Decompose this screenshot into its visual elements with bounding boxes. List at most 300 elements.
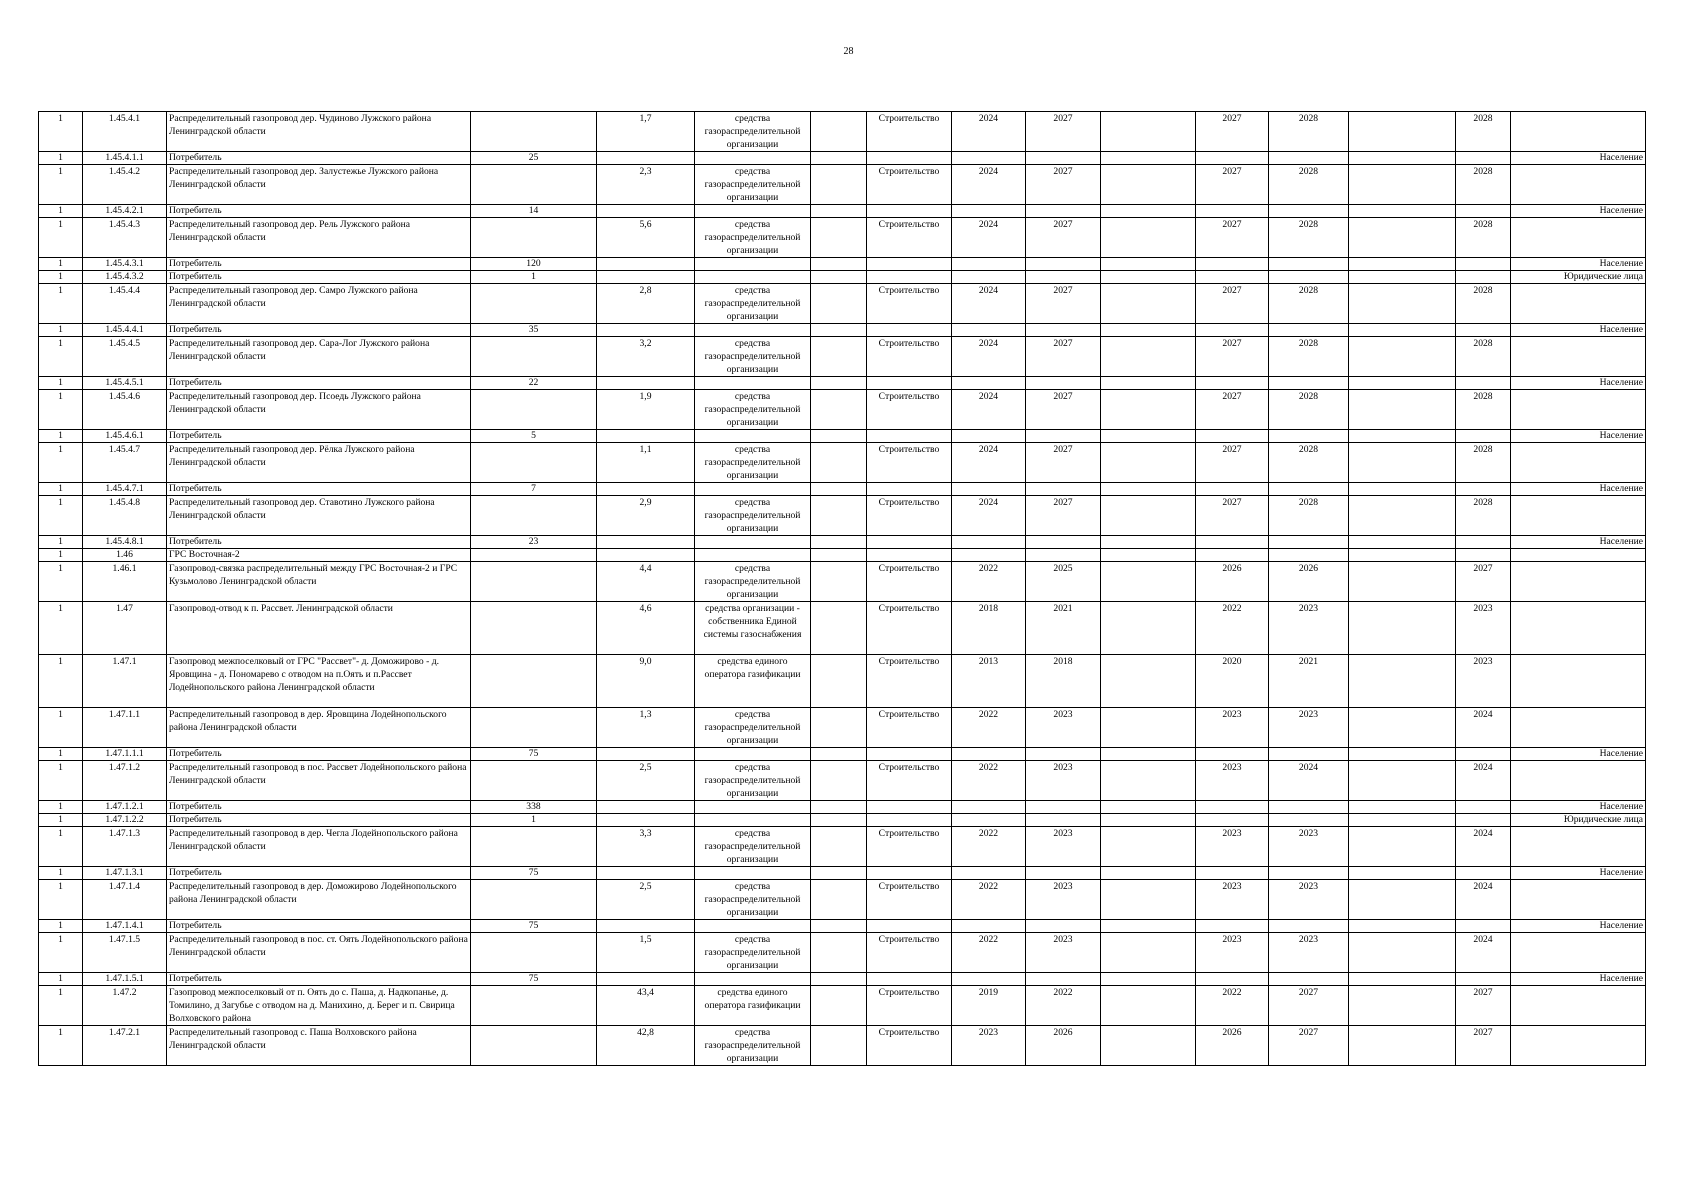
col-length-km: 42,8 bbox=[597, 1026, 695, 1066]
col-consumers bbox=[471, 549, 597, 562]
col-commission-year: 2027 bbox=[1196, 218, 1269, 258]
col-commission-year bbox=[1196, 814, 1269, 827]
col-year-2 bbox=[1269, 536, 1349, 549]
col-object-name: Газопровод межпоселковый от ГРС "Рассвет"- д. Доможирово - д. Яровщина - д. Пономарево с отводом на п.Оять и п.Рассвет Лодейнопольского района Ленинградской области bbox=[167, 655, 471, 708]
col-year-3 bbox=[1456, 377, 1511, 390]
col-object-name: Газопровод-отвод к п. Рассвет. Ленинградской области bbox=[167, 602, 471, 655]
col-blank-b bbox=[1101, 483, 1196, 496]
col-object-name: Потребитель bbox=[167, 814, 471, 827]
col-blank-c bbox=[1349, 655, 1456, 708]
col-end-year: 2023 bbox=[1026, 880, 1101, 920]
col-number: 1.45.4.5 bbox=[83, 337, 167, 377]
table-subrow bbox=[39, 549, 1646, 562]
col-section: 1 bbox=[39, 536, 83, 549]
col-year-3: 2028 bbox=[1456, 112, 1511, 152]
col-consumers: 75 bbox=[471, 867, 597, 880]
col-end-year bbox=[1026, 920, 1101, 933]
col-number: 1.45.4.3.2 bbox=[83, 271, 167, 284]
col-consumers bbox=[471, 562, 597, 602]
col-blank-a bbox=[811, 986, 867, 1026]
col-commission-year bbox=[1196, 271, 1269, 284]
col-year-3 bbox=[1456, 814, 1511, 827]
col-end-year bbox=[1026, 867, 1101, 880]
col-funding-source bbox=[695, 258, 811, 271]
col-year-3 bbox=[1456, 152, 1511, 165]
col-start-year: 2023 bbox=[952, 1026, 1026, 1066]
col-start-year: 2022 bbox=[952, 708, 1026, 748]
col-start-year: 2019 bbox=[952, 986, 1026, 1026]
col-end-year: 2023 bbox=[1026, 827, 1101, 867]
col-object-name: Потребитель bbox=[167, 483, 471, 496]
col-blank-c bbox=[1349, 602, 1456, 655]
col-blank-c bbox=[1349, 165, 1456, 205]
col-year-3 bbox=[1456, 324, 1511, 337]
col-number: 1.47.1.2.1 bbox=[83, 801, 167, 814]
col-year-2: 2028 bbox=[1269, 284, 1349, 324]
col-object-name: Распределительный газопровод в дер. Чегла Лодейнопольского района Ленинградской области bbox=[167, 827, 471, 867]
col-number: 1.46.1 bbox=[83, 562, 167, 602]
col-commission-year: 2023 bbox=[1196, 708, 1269, 748]
col-year-3: 2027 bbox=[1456, 562, 1511, 602]
col-end-year: 2021 bbox=[1026, 602, 1101, 655]
col-number: 1.45.4.1 bbox=[83, 112, 167, 152]
col-end-year bbox=[1026, 271, 1101, 284]
col-section: 1 bbox=[39, 602, 83, 655]
col-year-2: 2027 bbox=[1269, 1026, 1349, 1066]
col-year-2 bbox=[1269, 549, 1349, 562]
col-start-year bbox=[952, 549, 1026, 562]
col-work-type: Строительство bbox=[867, 496, 952, 536]
col-blank-a bbox=[811, 536, 867, 549]
register-table bbox=[38, 111, 1646, 1066]
col-length-km bbox=[597, 814, 695, 827]
col-consumers bbox=[471, 1026, 597, 1066]
col-year-2 bbox=[1269, 801, 1349, 814]
col-work-type bbox=[867, 258, 952, 271]
col-object-name: Распределительный газопровод дер. Рёлка Лужского района Ленинградской области bbox=[167, 443, 471, 483]
col-blank-a bbox=[811, 337, 867, 377]
col-blank-c bbox=[1349, 337, 1456, 377]
col-funding-source bbox=[695, 801, 811, 814]
col-length-km bbox=[597, 258, 695, 271]
col-consumers: 22 bbox=[471, 377, 597, 390]
col-number: 1.45.4.7.1 bbox=[83, 483, 167, 496]
col-number: 1.45.4.2 bbox=[83, 165, 167, 205]
col-length-km: 1,7 bbox=[597, 112, 695, 152]
col-consumers bbox=[471, 655, 597, 708]
col-blank-b bbox=[1101, 933, 1196, 973]
col-blank-b bbox=[1101, 867, 1196, 880]
col-work-type bbox=[867, 377, 952, 390]
col-start-year: 2024 bbox=[952, 218, 1026, 258]
col-year-3: 2024 bbox=[1456, 761, 1511, 801]
col-object-name: Распределительный газопровод в пос. Рассвет Лодейнопольского района Ленинградской области bbox=[167, 761, 471, 801]
col-number: 1.45.4.8.1 bbox=[83, 536, 167, 549]
col-blank-a bbox=[811, 748, 867, 761]
col-blank-a bbox=[811, 708, 867, 748]
col-consumers bbox=[471, 933, 597, 973]
col-blank-b bbox=[1101, 430, 1196, 443]
col-consumer-type: Население bbox=[1511, 377, 1646, 390]
col-end-year: 2018 bbox=[1026, 655, 1101, 708]
col-section: 1 bbox=[39, 973, 83, 986]
col-blank-a bbox=[811, 205, 867, 218]
col-blank-c bbox=[1349, 496, 1456, 536]
col-section: 1 bbox=[39, 496, 83, 536]
col-blank-c bbox=[1349, 483, 1456, 496]
col-year-2: 2028 bbox=[1269, 218, 1349, 258]
col-blank-c bbox=[1349, 933, 1456, 973]
col-work-type bbox=[867, 205, 952, 218]
col-blank-c bbox=[1349, 986, 1456, 1026]
col-commission-year: 2022 bbox=[1196, 986, 1269, 1026]
col-blank-b bbox=[1101, 258, 1196, 271]
col-consumers bbox=[471, 218, 597, 258]
table-row bbox=[39, 827, 1646, 867]
col-consumer-type: Население bbox=[1511, 536, 1646, 549]
col-consumer-type bbox=[1511, 1026, 1646, 1066]
col-object-name: Потребитель bbox=[167, 536, 471, 549]
col-blank-b bbox=[1101, 761, 1196, 801]
col-funding-source bbox=[695, 205, 811, 218]
col-funding-source bbox=[695, 814, 811, 827]
col-commission-year bbox=[1196, 430, 1269, 443]
col-blank-b bbox=[1101, 880, 1196, 920]
col-consumer-type bbox=[1511, 165, 1646, 205]
col-consumer-type: Население bbox=[1511, 867, 1646, 880]
col-commission-year: 2023 bbox=[1196, 761, 1269, 801]
col-consumers: 5 bbox=[471, 430, 597, 443]
col-year-3: 2028 bbox=[1456, 165, 1511, 205]
col-start-year bbox=[952, 258, 1026, 271]
col-blank-b bbox=[1101, 708, 1196, 748]
col-funding-source: средства газораспределительной организации bbox=[695, 880, 811, 920]
col-number: 1.45.4.6.1 bbox=[83, 430, 167, 443]
col-section: 1 bbox=[39, 920, 83, 933]
col-work-type bbox=[867, 920, 952, 933]
col-year-3: 2024 bbox=[1456, 708, 1511, 748]
col-blank-a bbox=[811, 933, 867, 973]
col-commission-year bbox=[1196, 748, 1269, 761]
col-object-name: Распределительный газопровод дер. Залустежье Лужского района Ленинградской области bbox=[167, 165, 471, 205]
col-object-name: Распределительный газопровод дер. Рель Лужского района Ленинградской области bbox=[167, 218, 471, 258]
col-consumers bbox=[471, 443, 597, 483]
col-work-type: Строительство bbox=[867, 933, 952, 973]
col-start-year: 2022 bbox=[952, 827, 1026, 867]
col-funding-source bbox=[695, 483, 811, 496]
col-start-year: 2022 bbox=[952, 761, 1026, 801]
col-work-type bbox=[867, 536, 952, 549]
col-year-3: 2028 bbox=[1456, 443, 1511, 483]
col-funding-source: средства газораспределительной организации bbox=[695, 443, 811, 483]
col-start-year bbox=[952, 748, 1026, 761]
col-start-year: 2022 bbox=[952, 933, 1026, 973]
col-blank-c bbox=[1349, 218, 1456, 258]
col-year-3 bbox=[1456, 536, 1511, 549]
col-funding-source bbox=[695, 324, 811, 337]
col-blank-a bbox=[811, 562, 867, 602]
col-length-km bbox=[597, 271, 695, 284]
col-blank-c bbox=[1349, 152, 1456, 165]
col-blank-c bbox=[1349, 112, 1456, 152]
table-subrow bbox=[39, 867, 1646, 880]
col-section: 1 bbox=[39, 443, 83, 483]
col-commission-year: 2022 bbox=[1196, 602, 1269, 655]
col-work-type: Строительство bbox=[867, 443, 952, 483]
col-year-2: 2027 bbox=[1269, 986, 1349, 1026]
col-object-name: Распределительный газопровод дер. Псоедь Лужского района Ленинградской области bbox=[167, 390, 471, 430]
col-length-km bbox=[597, 920, 695, 933]
col-blank-b bbox=[1101, 324, 1196, 337]
col-object-name: Газопровод-связка распределительный между ГРС Восточная-2 и ГРС Кузьмолово Ленинградской области bbox=[167, 562, 471, 602]
col-year-2: 2028 bbox=[1269, 112, 1349, 152]
col-year-2: 2028 bbox=[1269, 165, 1349, 205]
col-length-km bbox=[597, 152, 695, 165]
col-blank-c bbox=[1349, 814, 1456, 827]
col-section: 1 bbox=[39, 337, 83, 377]
col-blank-a bbox=[811, 483, 867, 496]
col-blank-b bbox=[1101, 112, 1196, 152]
col-consumer-type bbox=[1511, 112, 1646, 152]
col-year-3: 2028 bbox=[1456, 496, 1511, 536]
table-row bbox=[39, 761, 1646, 801]
col-consumer-type bbox=[1511, 933, 1646, 973]
table-row bbox=[39, 165, 1646, 205]
col-blank-b bbox=[1101, 205, 1196, 218]
col-end-year bbox=[1026, 205, 1101, 218]
col-number: 1.46 bbox=[83, 549, 167, 562]
col-blank-b bbox=[1101, 218, 1196, 258]
col-object-name: Потребитель bbox=[167, 205, 471, 218]
col-commission-year bbox=[1196, 483, 1269, 496]
col-commission-year: 2027 bbox=[1196, 496, 1269, 536]
col-blank-b bbox=[1101, 801, 1196, 814]
col-year-2: 2028 bbox=[1269, 443, 1349, 483]
col-year-2: 2023 bbox=[1269, 602, 1349, 655]
col-end-year: 2023 bbox=[1026, 761, 1101, 801]
col-end-year bbox=[1026, 973, 1101, 986]
table-subrow bbox=[39, 973, 1646, 986]
col-object-name: Распределительный газопровод в пос. ст. Оять Лодейнопольского района Ленинградской области bbox=[167, 933, 471, 973]
col-blank-b bbox=[1101, 271, 1196, 284]
col-consumers: 14 bbox=[471, 205, 597, 218]
col-blank-a bbox=[811, 112, 867, 152]
col-start-year: 2024 bbox=[952, 112, 1026, 152]
table-row bbox=[39, 1026, 1646, 1066]
col-work-type: Строительство bbox=[867, 708, 952, 748]
col-blank-c bbox=[1349, 920, 1456, 933]
col-blank-c bbox=[1349, 324, 1456, 337]
col-consumer-type: Население bbox=[1511, 430, 1646, 443]
col-start-year bbox=[952, 867, 1026, 880]
table-subrow bbox=[39, 377, 1646, 390]
col-year-2 bbox=[1269, 271, 1349, 284]
col-year-3 bbox=[1456, 258, 1511, 271]
col-year-2 bbox=[1269, 377, 1349, 390]
col-start-year bbox=[952, 973, 1026, 986]
col-section: 1 bbox=[39, 377, 83, 390]
col-blank-a bbox=[811, 655, 867, 708]
col-length-km bbox=[597, 973, 695, 986]
col-length-km bbox=[597, 483, 695, 496]
table-subrow bbox=[39, 920, 1646, 933]
col-blank-c bbox=[1349, 562, 1456, 602]
col-section: 1 bbox=[39, 814, 83, 827]
col-blank-c bbox=[1349, 880, 1456, 920]
col-number: 1.47.1.5 bbox=[83, 933, 167, 973]
col-work-type bbox=[867, 324, 952, 337]
col-number: 1.47.1.5.1 bbox=[83, 973, 167, 986]
col-year-3 bbox=[1456, 430, 1511, 443]
col-consumers bbox=[471, 708, 597, 748]
col-blank-c bbox=[1349, 284, 1456, 324]
col-length-km: 4,6 bbox=[597, 602, 695, 655]
col-end-year bbox=[1026, 814, 1101, 827]
table-subrow bbox=[39, 801, 1646, 814]
table-row bbox=[39, 112, 1646, 152]
col-start-year bbox=[952, 801, 1026, 814]
table-subrow bbox=[39, 258, 1646, 271]
col-funding-source: средства газораспределительной организации bbox=[695, 708, 811, 748]
col-year-2: 2023 bbox=[1269, 933, 1349, 973]
col-year-2 bbox=[1269, 867, 1349, 880]
col-consumer-type: Юридические лица bbox=[1511, 814, 1646, 827]
col-start-year: 2024 bbox=[952, 390, 1026, 430]
col-consumers: 23 bbox=[471, 536, 597, 549]
col-blank-b bbox=[1101, 337, 1196, 377]
col-end-year bbox=[1026, 748, 1101, 761]
col-start-year bbox=[952, 271, 1026, 284]
col-work-type: Строительство bbox=[867, 986, 952, 1026]
col-work-type: Строительство bbox=[867, 165, 952, 205]
col-funding-source: средства газораспределительной организации bbox=[695, 112, 811, 152]
col-end-year bbox=[1026, 801, 1101, 814]
col-commission-year bbox=[1196, 920, 1269, 933]
col-blank-a bbox=[811, 390, 867, 430]
col-consumer-type: Население bbox=[1511, 324, 1646, 337]
col-year-3: 2024 bbox=[1456, 880, 1511, 920]
col-work-type bbox=[867, 483, 952, 496]
col-consumers: 75 bbox=[471, 973, 597, 986]
col-end-year bbox=[1026, 483, 1101, 496]
col-consumers bbox=[471, 337, 597, 377]
col-commission-year bbox=[1196, 152, 1269, 165]
col-blank-b bbox=[1101, 655, 1196, 708]
col-blank-c bbox=[1349, 973, 1456, 986]
col-blank-a bbox=[811, 443, 867, 483]
col-work-type bbox=[867, 748, 952, 761]
col-length-km: 2,9 bbox=[597, 496, 695, 536]
col-consumer-type bbox=[1511, 880, 1646, 920]
col-start-year bbox=[952, 324, 1026, 337]
col-year-2 bbox=[1269, 973, 1349, 986]
col-commission-year bbox=[1196, 205, 1269, 218]
col-work-type bbox=[867, 973, 952, 986]
col-blank-b bbox=[1101, 920, 1196, 933]
col-blank-a bbox=[811, 973, 867, 986]
col-number: 1.45.4.6 bbox=[83, 390, 167, 430]
col-funding-source bbox=[695, 748, 811, 761]
col-end-year: 2022 bbox=[1026, 986, 1101, 1026]
col-blank-a bbox=[811, 496, 867, 536]
table-subrow bbox=[39, 324, 1646, 337]
col-length-km: 3,3 bbox=[597, 827, 695, 867]
col-object-name: Потребитель bbox=[167, 748, 471, 761]
col-start-year: 2024 bbox=[952, 443, 1026, 483]
col-length-km bbox=[597, 324, 695, 337]
col-commission-year bbox=[1196, 324, 1269, 337]
col-funding-source bbox=[695, 377, 811, 390]
col-work-type bbox=[867, 867, 952, 880]
col-work-type bbox=[867, 814, 952, 827]
col-year-2: 2024 bbox=[1269, 761, 1349, 801]
col-end-year bbox=[1026, 152, 1101, 165]
col-end-year: 2023 bbox=[1026, 933, 1101, 973]
col-funding-source bbox=[695, 549, 811, 562]
col-length-km bbox=[597, 867, 695, 880]
col-year-2 bbox=[1269, 205, 1349, 218]
col-end-year: 2027 bbox=[1026, 218, 1101, 258]
col-section: 1 bbox=[39, 324, 83, 337]
col-start-year: 2024 bbox=[952, 337, 1026, 377]
col-blank-b bbox=[1101, 152, 1196, 165]
col-start-year bbox=[952, 205, 1026, 218]
col-work-type: Строительство bbox=[867, 337, 952, 377]
col-commission-year: 2020 bbox=[1196, 655, 1269, 708]
col-blank-a bbox=[811, 880, 867, 920]
col-funding-source: средства газораспределительной организации bbox=[695, 496, 811, 536]
table-row bbox=[39, 443, 1646, 483]
table-body bbox=[39, 112, 1646, 1066]
col-blank-a bbox=[811, 284, 867, 324]
col-year-2: 2026 bbox=[1269, 562, 1349, 602]
col-work-type: Строительство bbox=[867, 218, 952, 258]
col-number: 1.47.1 bbox=[83, 655, 167, 708]
col-consumers: 35 bbox=[471, 324, 597, 337]
col-consumers: 75 bbox=[471, 920, 597, 933]
col-year-2 bbox=[1269, 430, 1349, 443]
col-end-year: 2026 bbox=[1026, 1026, 1101, 1066]
col-blank-b bbox=[1101, 443, 1196, 483]
col-commission-year bbox=[1196, 258, 1269, 271]
col-object-name: Потребитель bbox=[167, 867, 471, 880]
col-consumer-type: Население bbox=[1511, 973, 1646, 986]
col-blank-b bbox=[1101, 496, 1196, 536]
col-consumers: 338 bbox=[471, 801, 597, 814]
col-number: 1.45.4.1.1 bbox=[83, 152, 167, 165]
col-number: 1.47.1.3 bbox=[83, 827, 167, 867]
col-blank-a bbox=[811, 814, 867, 827]
col-section: 1 bbox=[39, 205, 83, 218]
table-subrow bbox=[39, 430, 1646, 443]
col-year-2 bbox=[1269, 483, 1349, 496]
col-end-year bbox=[1026, 377, 1101, 390]
col-blank-a bbox=[811, 549, 867, 562]
col-funding-source: средства газораспределительной организации bbox=[695, 562, 811, 602]
col-blank-b bbox=[1101, 827, 1196, 867]
col-blank-a bbox=[811, 271, 867, 284]
col-object-name: Распределительный газопровод дер. Самро Лужского района Ленинградской области bbox=[167, 284, 471, 324]
col-start-year bbox=[952, 430, 1026, 443]
col-year-2 bbox=[1269, 324, 1349, 337]
col-blank-c bbox=[1349, 827, 1456, 867]
col-work-type: Строительство bbox=[867, 390, 952, 430]
col-year-3 bbox=[1456, 271, 1511, 284]
col-blank-a bbox=[811, 920, 867, 933]
col-work-type: Строительство bbox=[867, 880, 952, 920]
col-number: 1.47.1.1 bbox=[83, 708, 167, 748]
col-blank-b bbox=[1101, 562, 1196, 602]
